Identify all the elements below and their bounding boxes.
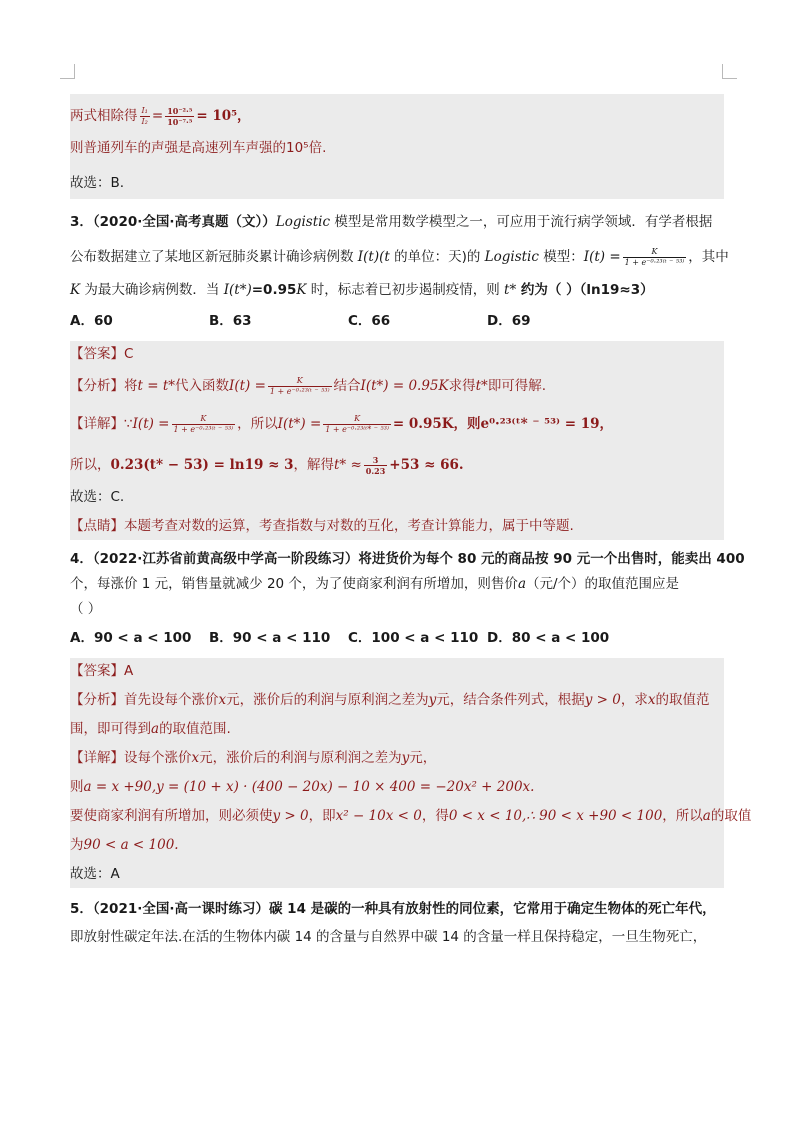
q2-ratio-line: 两式相除得 $\frac{\text{I₁}}{\text{I₂}}$ = $\frac{\text{10⁻²·⁵}}{\text{10⁻⁷·⁵}}$ = 10⁵， [70,105,251,127]
q3-logistic-fraction: $\frac{K}{\text{1 + e⁻⁰·²³⁽ᵗ ⁻ ⁵³⁾}}$ [624,246,685,267]
q4-detail-line-3: 要使商家利润有所增加，则必须使y > 0，即x² − 10x < 0，得0 < x < 10,∴ 90 < x +90 < 100，所以a的取值 [70,808,752,824]
page-corner-mark-left [60,64,75,79]
q3-option-a: A．60 [70,313,113,329]
q3-stem-line-2: 公布数据建立了某地区新冠肺炎累计确诊病例数 I(t)(t 的单位：天)的 Logistic 模型：I(t) = $\frac{K}{\text{1 + e⁻⁰·²³⁽ᵗ ⁻ ⁵³⁾}}$ ，其中 [70,246,729,267]
q3-solution [70,341,724,540]
q4-option-a: A．90 < a < 100 [70,630,192,646]
q3-stem-line-1: 3．（2020·全国·高考真题（文））Logistic 模型是常用数学模型之一，可应用于流行病学领域．有学者根据 [70,214,713,230]
q2-solution-tail [70,94,724,199]
q2-fraction-powers: $\frac{\text{10⁻²·⁵}}{\text{10⁻⁷·⁵}}$ [167,105,193,127]
q3-stem [70,211,729,331]
q2-fraction-i1-i2: $\frac{\text{I₁}}{\text{I₂}}$ [141,105,148,126]
q4-stem-line-3: （ ） [70,601,102,617]
q2-conclusion: 则普通列车的声强是高速列车声强的10⁵倍. [70,140,327,156]
q5-stem-line-1: 5．（2021·全国·高一课时练习）碳 14 是碳的一种具有放射性的同位素，它常用于确定生物体的死亡年代， [70,901,716,917]
q4-stem [70,548,745,648]
q3-option-b: B．63 [209,313,252,329]
q5-stem-line-2: 即放射性碳定年法.在活的生物体内碳 14 的含量与自然界中碳 14 的含量一样且保持稳定，一旦生物死亡， [70,929,707,945]
q4-detail-line-1: 【详解】设每个涨价x元，涨价后的利润与原利润之差为y元， [70,750,437,766]
document-page [70,94,752,948]
q3-answer: 【答案】C [70,346,134,362]
q3-detail: 【详解】∵I(t) = $\frac{K}{\text{1 + e⁻⁰·²³⁽ᵗ ⁻ ⁵³⁾}}$ ，所以I(t*) = $\frac{K}{\text{1 + e⁻⁰·²³⁽ᵗ* ⁻ ⁵³⁾}}$ = 0.95K，则e⁰·²³⁽ᵗ* ⁻ ⁵³⁾ = 19， [70,413,614,434]
q2-ratio-result: = 10⁵， [196,108,251,124]
q2-ratio-label: 两式相除得 [70,108,138,124]
q3-analysis: 【分析】将t = t*代入函数I(t) = $\frac{K}{\text{1 + e⁻⁰·²³⁽ᵗ ⁻ ⁵³⁾}}$ 结合I(t*) = 0.95K求得t*即可得解. [70,375,547,396]
q3-stem-line-3: K 为最大确诊病例数．当 I(t*)=0.95K 时，标志着已初步遏制疫情，则 t* 约为（ ）（ln19≈3） [70,282,654,298]
page-corner-mark-right [722,64,737,79]
q3-options [70,311,724,331]
q5-stem [70,898,724,948]
q3-so-line: 所以，0.23(t* − 53) = ln19 ≈ 3，解得t* ≈ $\frac{3}{0.23}$ +53 ≈ 66. [70,454,464,476]
q4-option-d: D．80 < a < 100 [487,630,610,646]
q4-answer: 【答案】A [70,663,134,679]
q3-option-d: D．69 [487,313,531,329]
q3-choice: 故选：C. [70,489,125,505]
q3-option-c: C．66 [348,313,391,329]
q2-choice: 故选：B. [70,175,125,191]
q4-choice: 故选：A [70,866,120,882]
q4-solution [70,658,752,888]
q4-detail-line-4: 为90 < a < 100. [70,837,179,853]
q4-analysis-line-2: 围，即可得到a的取值范围. [70,721,231,737]
q3-comment: 【点睛】本题考查对数的运算，考查指数与对数的互化，考查计算能力，属于中等题. [70,518,574,534]
q4-stem-line-1: 4．（2022·江苏省前黄高级中学高一阶段练习）将进货价为每个 80 元的商品按 90 元一个出售时，能卖出 400 [70,551,745,567]
q4-stem-line-2: 个，每涨价 1 元，销售量就减少 20 个，为了使商家利润有所增加，则售价a（元/个）的取值范围应是 [70,576,680,592]
q4-options [70,628,724,648]
q4-detail-line-2: 则a = x +90,y = (10 + x) · (400 − 20x) − 10 × 400 = −20x² + 200x. [70,779,535,795]
q4-analysis-line-1: 【分析】首先设每个涨价x元，涨价后的利润与原利润之差为y元，结合条件列式，根据y > 0，求x的取值范 [70,692,710,708]
q4-option-b: B．90 < a < 110 [209,630,331,646]
q4-option-c: C．100 < a < 110 [348,630,479,646]
